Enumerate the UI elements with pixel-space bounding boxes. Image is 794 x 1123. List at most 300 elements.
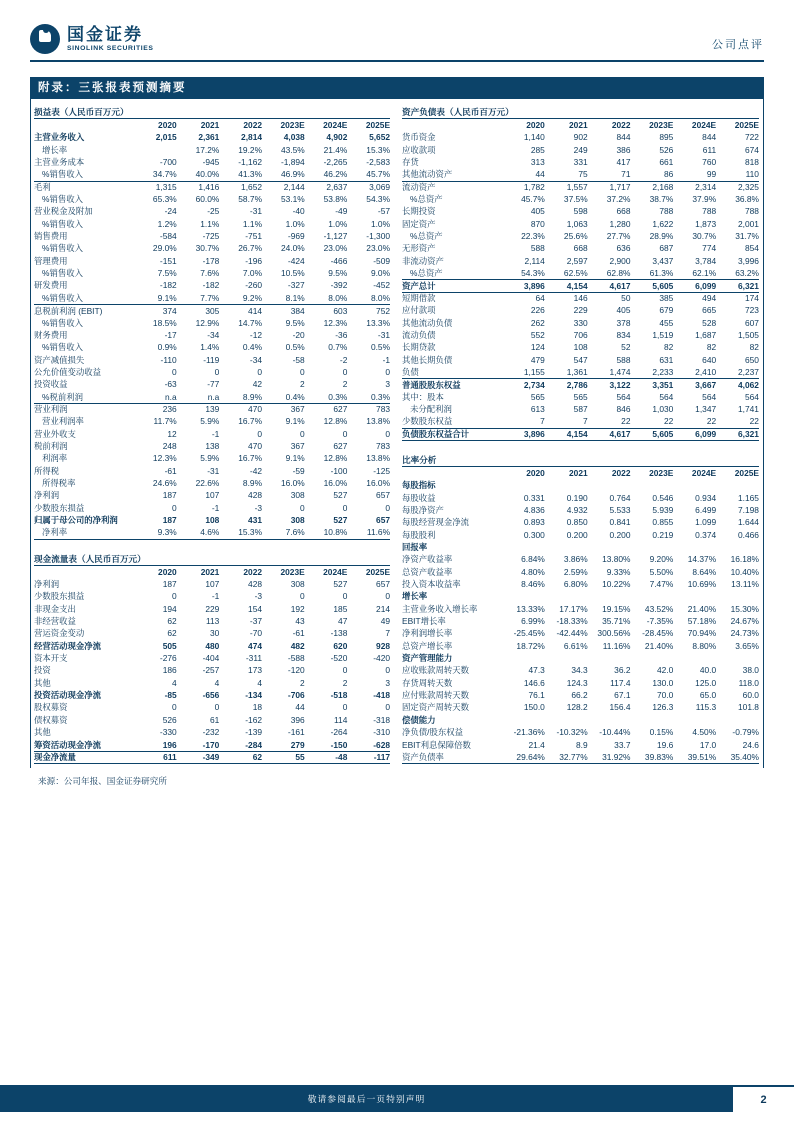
cell-value: 27.7% <box>606 231 631 242</box>
cell-value: 6,321 <box>738 280 759 291</box>
cell-value: -969 <box>287 231 305 242</box>
cell-value: 2,786 <box>566 379 588 390</box>
cell-value: 752 <box>376 305 391 316</box>
table-row <box>402 615 759 627</box>
cell-value: 1.0% <box>285 218 305 229</box>
row-label: 净负债/股东权益 <box>402 727 463 738</box>
cell-value: 505 <box>162 640 177 651</box>
cell-value: 16.7% <box>238 453 263 464</box>
row-label: 固定资产周转天数 <box>402 702 469 713</box>
cell-value: 723 <box>744 305 759 316</box>
cell-value: 4,038 <box>283 132 305 143</box>
cell-value: -196 <box>245 255 263 266</box>
page-number: 2 <box>733 1085 794 1112</box>
table-row <box>34 156 390 168</box>
table-row <box>402 739 759 751</box>
table-row <box>34 391 390 403</box>
cell-value: 6,099 <box>695 429 717 440</box>
cell-value: -120 <box>287 665 305 676</box>
table-row <box>402 529 759 541</box>
table-row <box>34 255 390 267</box>
document-type-label: 公司点评 <box>712 39 764 51</box>
cell-value: 6.99% <box>521 616 545 627</box>
row-label: 增长率 <box>402 591 428 602</box>
cell-value: 5.9% <box>200 416 220 427</box>
cell-value: 5,652 <box>369 132 391 143</box>
cell-value: 1.4% <box>200 342 220 353</box>
cell-value: 0.934 <box>695 492 717 503</box>
cell-value: 70.94% <box>687 628 717 639</box>
cell-value: 16.0% <box>323 477 348 488</box>
cell-value: 2,233 <box>652 366 674 377</box>
row-label: 其他流动负债 <box>402 317 453 328</box>
cell-value: 31.7% <box>735 231 759 242</box>
cell-value: 526 <box>659 144 674 155</box>
cell-value: 22.6% <box>195 477 220 488</box>
table-row <box>34 205 390 217</box>
cell-value: 194 <box>162 603 177 614</box>
cell-value: -85 <box>164 690 177 701</box>
brand-name-cn: 国金证券 <box>67 25 143 44</box>
cell-value: 24.67% <box>730 616 759 627</box>
row-label: 每股股利 <box>402 529 436 540</box>
cell-value: 2,734 <box>523 379 545 390</box>
row-label: 短期借款 <box>402 293 436 304</box>
cell-value: 1,347 <box>695 403 717 414</box>
cell-value: 470 <box>248 404 263 415</box>
cell-value: -257 <box>202 665 220 676</box>
cell-value: 61 <box>210 714 220 725</box>
cell-value: 62 <box>252 752 263 763</box>
cell-value: 146 <box>573 293 588 304</box>
cell-value: 2 <box>300 379 305 390</box>
cell-value: 0.15% <box>649 727 674 738</box>
cell-value: 13.8% <box>366 416 391 427</box>
table-row <box>34 292 390 304</box>
row-label: %总资产 <box>410 231 443 242</box>
year-header: 2025E <box>365 566 391 577</box>
cell-value: -63 <box>164 379 177 390</box>
row-label: 资本开支 <box>34 653 68 664</box>
cell-value: 2,001 <box>738 218 759 229</box>
brand-name-en: SINOLINK SECURITIES <box>67 45 154 52</box>
cell-value: -418 <box>373 690 391 701</box>
cell-value: 43.52% <box>644 603 674 614</box>
cell-value: 3,896 <box>523 280 545 291</box>
table-row <box>402 366 759 378</box>
table-row <box>402 516 759 528</box>
cell-value: -392 <box>330 280 348 291</box>
cell-value: -25.45% <box>513 628 545 639</box>
row-label: 应收款项 <box>402 144 436 155</box>
table-row <box>402 677 759 689</box>
cell-value: 0 <box>385 591 391 602</box>
cell-value: 4,617 <box>609 429 631 440</box>
cell-value: 0.300 <box>523 529 545 540</box>
row-label: 归属于母公司的净利润 <box>34 515 118 525</box>
row-label: 现金净流量 <box>34 752 76 763</box>
cell-value: 22 <box>621 416 631 427</box>
cell-value: 9.33% <box>606 566 631 577</box>
cell-value: 405 <box>530 206 545 217</box>
cell-value: -1,894 <box>280 157 305 168</box>
table-title: 现金流量表（人民币百万元） <box>34 553 390 566</box>
cell-value: 38.7% <box>649 194 674 205</box>
cell-value: -31 <box>377 329 391 340</box>
cell-value: 480 <box>205 640 220 651</box>
cell-value: 9.1% <box>285 416 305 427</box>
table-row <box>402 492 759 504</box>
cell-value: 9.5% <box>285 317 305 328</box>
cell-value: -260 <box>245 280 263 291</box>
row-label: 其他流动资产 <box>402 169 453 180</box>
cell-value: 479 <box>530 354 545 365</box>
cell-value: -48 <box>335 752 348 763</box>
cell-value: 846 <box>616 403 631 414</box>
cell-value: 50 <box>621 293 631 304</box>
cell-value: 47 <box>338 616 348 627</box>
cell-value: 308 <box>290 579 305 590</box>
cell-value: 12.3% <box>323 317 348 328</box>
cell-value: 11.7% <box>153 416 177 427</box>
cell-value: 4,062 <box>738 379 759 390</box>
cell-value: 279 <box>290 739 305 750</box>
year-header: 2022 <box>243 566 263 577</box>
year-header: 2024E <box>691 120 717 130</box>
cell-value: 1.1% <box>242 218 263 229</box>
cell-value: 139 <box>205 404 220 415</box>
cell-value: 236 <box>162 404 177 415</box>
cell-value: 124 <box>530 342 545 353</box>
cell-value: 330 <box>573 317 588 328</box>
row-label: 应收账款周转天数 <box>402 665 469 676</box>
cell-value: -138 <box>330 628 348 639</box>
cell-value: 196 <box>162 739 177 750</box>
cell-value: 631 <box>659 354 674 365</box>
table-row <box>34 267 390 279</box>
table-row <box>402 415 759 427</box>
cell-value: 4.80% <box>521 566 545 577</box>
cell-value: 35.40% <box>730 751 759 762</box>
cell-value: 187 <box>162 490 177 501</box>
cell-value: 108 <box>573 342 588 353</box>
cell-value: 126.3 <box>652 702 674 713</box>
cell-value: 4,154 <box>566 280 588 291</box>
cell-value: 7 <box>540 416 545 427</box>
cell-value: 125.0 <box>695 677 717 688</box>
row-label: 每股经营现金净流 <box>402 517 469 528</box>
cell-value: 0.546 <box>652 492 674 503</box>
cell-value: 5.533 <box>609 504 631 515</box>
cell-value: 75 <box>578 169 588 180</box>
table-row <box>402 578 759 590</box>
cell-value: 0 <box>342 702 348 713</box>
row-label: 长期投资 <box>402 206 436 217</box>
row-label: %销售收入 <box>42 292 83 303</box>
cell-value: 2,361 <box>198 132 220 143</box>
cell-value: -264 <box>330 727 348 738</box>
cell-value: 674 <box>744 144 759 155</box>
cell-value: 3.86% <box>563 554 588 565</box>
cell-value: 2,314 <box>695 182 717 193</box>
cell-value: 428 <box>248 490 263 501</box>
cell-value: 8.9 <box>576 739 588 750</box>
table-row <box>34 329 390 341</box>
cell-value: 588 <box>616 354 631 365</box>
cell-value: 1,030 <box>652 403 674 414</box>
cell-value: 22 <box>749 416 759 427</box>
cell-value: 3,437 <box>652 255 674 266</box>
cell-value: -182 <box>159 280 177 291</box>
table-row <box>402 205 759 217</box>
cell-value: 2,237 <box>738 366 759 377</box>
cell-value: 107 <box>205 579 220 590</box>
cell-value: 249 <box>573 144 588 155</box>
cell-value: 854 <box>744 243 759 254</box>
cell-value: 1,140 <box>523 132 545 143</box>
cell-value: 8.46% <box>521 579 545 590</box>
cell-value: 565 <box>573 391 588 402</box>
table-row <box>34 652 390 664</box>
cell-value: -10.32% <box>556 727 588 738</box>
cell-value: 1,361 <box>566 366 588 377</box>
cell-value: 5,605 <box>652 280 674 291</box>
cell-value: 49 <box>380 616 391 627</box>
cell-value: 13.80% <box>602 554 631 565</box>
cell-value: 7.6% <box>200 268 220 279</box>
cell-value: 138 <box>205 440 220 451</box>
cell-value: 417 <box>616 157 631 168</box>
cell-value: 7.6% <box>285 527 305 538</box>
cell-value: 99 <box>706 169 717 180</box>
cell-value: 0 <box>342 665 348 676</box>
cell-value: 46.2% <box>323 169 348 180</box>
cell-value: 0.5% <box>370 342 391 353</box>
cell-value: 6.80% <box>563 579 588 590</box>
cell-value: 229 <box>205 603 220 614</box>
cell-value: 331 <box>573 157 588 168</box>
cell-value: 52 <box>621 342 631 353</box>
cell-value: -452 <box>373 280 391 291</box>
cell-value: 1,505 <box>738 329 759 340</box>
cell-value: 378 <box>616 317 631 328</box>
cell-value: -36 <box>335 329 348 340</box>
cell-value: -1 <box>211 428 220 439</box>
cell-value: -58 <box>292 354 305 365</box>
cell-value: 3,667 <box>695 379 717 390</box>
cell-value: -59 <box>292 465 305 476</box>
cell-value: 40.0% <box>195 169 220 180</box>
row-label: %销售收入 <box>42 169 83 180</box>
cell-value: 187 <box>162 515 177 525</box>
row-label: 主营业务收入增长率 <box>402 603 478 614</box>
cell-value: -10.44% <box>599 727 631 738</box>
table-row <box>34 452 390 464</box>
table-row <box>34 477 390 489</box>
cell-value: 113 <box>205 616 220 627</box>
cell-value: -28.45% <box>642 628 674 639</box>
cell-value: 10.69% <box>687 579 717 590</box>
cell-value: 44 <box>295 702 305 713</box>
cell-value: -276 <box>159 653 177 664</box>
cell-value: 665 <box>702 305 717 316</box>
cell-value: 58.7% <box>238 194 263 205</box>
table-row <box>34 714 390 726</box>
cell-value: 902 <box>573 132 588 143</box>
table-row <box>34 603 390 615</box>
cell-value: 4.50% <box>692 727 717 738</box>
cell-value: 1.644 <box>738 517 759 528</box>
balance-sheet-table <box>402 106 759 441</box>
year-header: 2025E <box>734 467 759 478</box>
cell-value: 0 <box>385 428 391 439</box>
cell-value: 26.7% <box>238 243 263 254</box>
cell-value: -161 <box>287 727 305 738</box>
cell-value: 657 <box>376 515 391 525</box>
table-row <box>402 341 759 353</box>
cell-value: 527 <box>333 490 348 501</box>
cell-value: 11.16% <box>602 640 631 651</box>
cell-value: 18 <box>252 702 263 713</box>
cell-value: -1,162 <box>238 157 263 168</box>
cell-value: 8.0% <box>370 292 391 303</box>
table-row <box>402 504 759 516</box>
cell-value: 385 <box>659 293 674 304</box>
row-label: 长期贷款 <box>402 342 436 353</box>
cell-value: -20 <box>292 329 305 340</box>
cell-value: 818 <box>744 157 759 168</box>
table-row <box>402 603 759 615</box>
cell-value: 9.0% <box>370 268 391 279</box>
cell-value: 0 <box>342 591 348 602</box>
cell-value: 82 <box>706 342 717 353</box>
table-row <box>34 502 390 514</box>
cell-value: 2 <box>342 677 348 688</box>
cell-value: -40 <box>292 206 305 217</box>
row-label: 营运资金变动 <box>34 628 85 639</box>
table-row <box>34 701 390 713</box>
tables-frame <box>30 99 764 768</box>
row-label: 流动负债 <box>402 329 436 340</box>
row-label: %总资产 <box>410 268 443 279</box>
cell-value: 0.4% <box>242 342 263 353</box>
row-label: 利润率 <box>42 453 68 464</box>
cell-value: 226 <box>530 305 545 316</box>
cell-value: 11.6% <box>366 527 391 538</box>
cell-value: 62 <box>167 616 177 627</box>
cell-value: -37 <box>249 616 263 627</box>
cell-value: 0 <box>300 428 305 439</box>
table-row <box>34 615 390 627</box>
cell-value: -31 <box>249 206 263 217</box>
cell-value: 23.0% <box>366 243 391 254</box>
footer-disclaimer: 敬请参阅最后一页特别声明 <box>0 1085 733 1112</box>
ratio-analysis-table <box>402 454 759 764</box>
cell-value: 146.6 <box>523 677 545 688</box>
table-row <box>402 255 759 267</box>
cell-value: 1,416 <box>198 182 220 193</box>
row-label: 其他长期负债 <box>402 354 453 365</box>
cell-value: 0 <box>172 702 177 713</box>
cell-value: 527 <box>333 515 348 525</box>
table-row <box>34 193 390 205</box>
table-row <box>402 267 759 279</box>
cell-value: 34.7% <box>152 169 177 180</box>
cell-value: 2,144 <box>283 182 305 193</box>
row-label: 其中：股本 <box>402 391 444 402</box>
cell-value: -150 <box>330 739 348 750</box>
row-label: 研发费用 <box>34 280 68 291</box>
cell-value: 14.37% <box>687 554 717 565</box>
cell-value: 4,902 <box>326 132 348 143</box>
row-label: 主营业务成本 <box>34 157 85 168</box>
income-statement-table <box>34 106 390 540</box>
cell-value: 82 <box>663 342 674 353</box>
cell-value: -18.33% <box>556 616 588 627</box>
cell-value: -2 <box>339 354 348 365</box>
cell-value: 0.841 <box>609 517 631 528</box>
cell-value: 1,280 <box>609 218 631 229</box>
cell-value: 16.0% <box>366 477 391 488</box>
cell-value: 8.64% <box>692 566 717 577</box>
cell-value: n.a <box>165 391 177 402</box>
table-row <box>402 193 759 205</box>
row-label: 资产管理能力 <box>402 653 453 664</box>
cell-value: 101.8 <box>738 702 759 713</box>
table-row <box>34 677 390 689</box>
cell-value: 1,717 <box>609 182 631 193</box>
cell-value: 12 <box>167 428 177 439</box>
cell-value: 18.72% <box>516 640 545 651</box>
cell-value: 57.18% <box>687 616 717 627</box>
row-label: 净资产收益率 <box>402 554 453 565</box>
cell-value: 15.3% <box>366 144 391 155</box>
row-label: 公允价值变动收益 <box>34 366 101 377</box>
table-row <box>402 156 759 168</box>
cell-value: 627 <box>333 404 348 415</box>
cell-value: 13.3% <box>366 317 391 328</box>
cell-value: 4.932 <box>566 504 588 515</box>
cell-value: 405 <box>616 305 631 316</box>
cell-value: 788 <box>744 206 759 217</box>
row-label: 毛利 <box>34 182 51 193</box>
cell-value: 13.11% <box>731 579 759 590</box>
cell-value: 598 <box>573 206 588 217</box>
cell-value: -404 <box>202 653 220 664</box>
cell-value: 39.51% <box>687 751 717 762</box>
row-label: 应付账款周转天数 <box>402 690 469 701</box>
row-label: 股权募资 <box>34 702 68 713</box>
cell-value: -17 <box>164 329 177 340</box>
cell-value: 0.200 <box>609 529 631 540</box>
cell-value: 21.40% <box>644 640 674 651</box>
cell-value: 0 <box>385 665 391 676</box>
cell-value: 0.764 <box>609 492 631 503</box>
table-row <box>34 415 390 427</box>
cell-value: 2,015 <box>155 132 177 143</box>
row-label: 净利润 <box>34 579 60 590</box>
year-header: 2024E <box>323 120 348 130</box>
table-row <box>34 627 390 639</box>
cell-value: 262 <box>530 317 545 328</box>
table-row <box>402 131 759 143</box>
cell-value: -178 <box>202 255 220 266</box>
table-row <box>402 428 759 440</box>
cell-value: 17.0 <box>699 739 717 750</box>
cell-value: 1,315 <box>155 182 177 193</box>
cell-value: 55 <box>295 752 305 763</box>
cell-value: 10.8% <box>323 527 348 538</box>
